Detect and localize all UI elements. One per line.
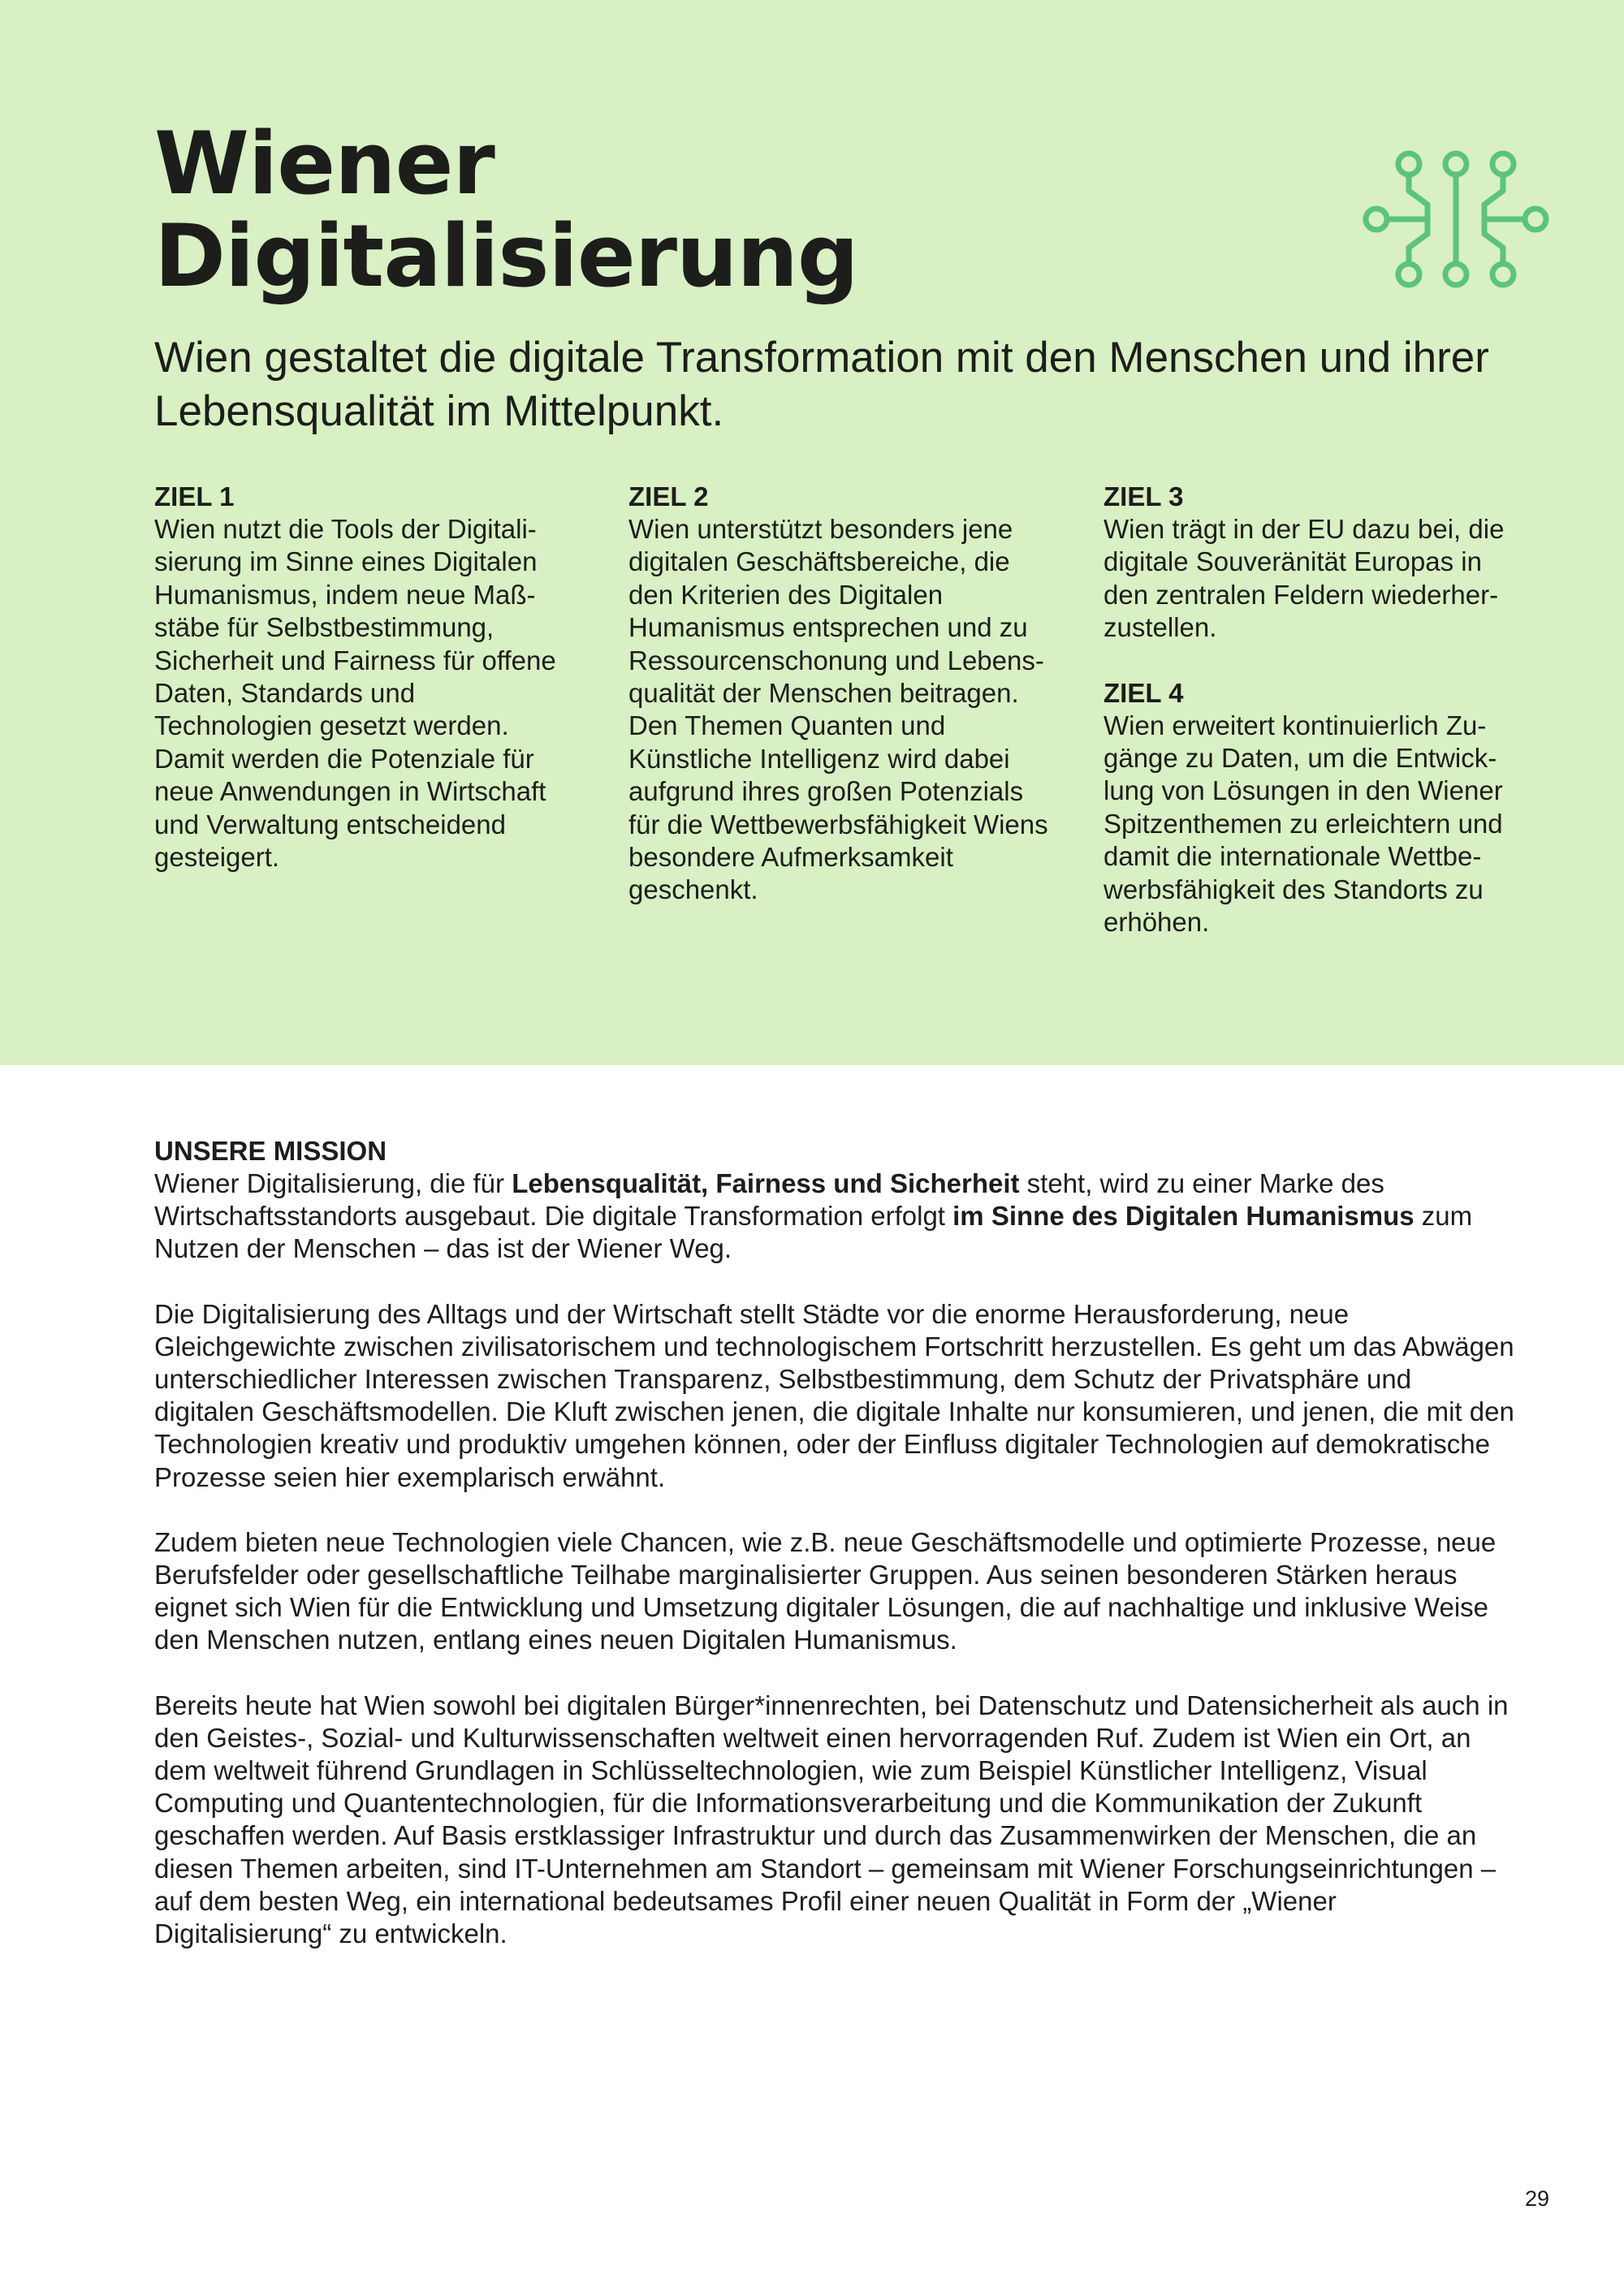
title-line-2: Digitalisierung [154, 206, 858, 306]
goals-column-1 [154, 481, 577, 906]
goal-heading: ZIEL 3 [1104, 481, 1184, 511]
mission-p1-bold-b: Lebensqualität, Fairness und Sicherheit [512, 1168, 1020, 1198]
goals-column-3 [1104, 481, 1526, 971]
page-number: 29 [1524, 2186, 1549, 2211]
goal-heading: ZIEL 1 [154, 481, 235, 511]
mission-p1-text-e: zum Nutzen der Menschen – das ist der Wiener Weg. [154, 1201, 1473, 1264]
goal-2 [628, 481, 1051, 907]
goal-text: Wien nutzt die Tools der Digitalisierung im Sinne eines Digitalen Humanismus, indem neue Maßstäbe für Selbstbestimmung, Sicherheit und Fairness für offene Daten, Standards und Technologien gesetzt werden. Damit werden die Potenziale für neue Anwendungen in Wirtschaft und Verwaltung entscheidend gesteigert. [154, 514, 556, 873]
mission-paragraph-3: Zudem bieten neue Technologien viele Chancen, wie z.B. neue Geschäftsmodelle und optimierte Prozesse, neue Berufsfelder oder gesellschaftliche Teilhabe marginalisierter Gruppen. Aus seinen besonderen Stärken heraus eignet sich Wien für die Entwicklung und Umsetzung digitaler Lösungen, die auf nachhaltige und inklusive Weise den Menschen nutzen, entlang eines neuen Digitalen Humanismus. [154, 1526, 1497, 1655]
mission-section [154, 1135, 1518, 1983]
mission-paragraph-2: Die Digitalisierung des Alltags und der Wirtschaft stellt Städte vor die enorme Herausforderung, neue Gleichgewichte zwischen zivilisatorischem und technologischem Fortschritt herzustellen. Es geht um das Abwägen unterschiedlicher Interessen zwischen Transparenz, Selbstbestimmung, dem Schutz der Privatsphäre und digitalen Geschäftsmodellen. Die Kluft zwischen jenen, die digitale Inhalte nur konsumieren, und jenen, die mit den Technologien kreativ und produktiv umgehen können, oder der Einfluss digitaler Technologien auf demokratische Prozesse seien hier exemplarisch erwähnt. [154, 1298, 1514, 1492]
mission-heading: UNSERE MISSION [154, 1136, 387, 1166]
goal-1 [154, 481, 577, 874]
goal-text: Wien trägt in der EU dazu bei, die digitale Souveränität Europas in den zentralen Feldern wiederherzustellen. [1104, 514, 1505, 643]
goal-heading: ZIEL 2 [628, 481, 709, 511]
mission-p1-bold-d: im Sinne des Digitalen Humanismus [952, 1201, 1415, 1232]
mission-paragraph-1 [154, 1167, 1518, 1266]
goal-text: Wien unterstützt besonders jene digitalen Geschäftsbereiche, die den Kriterien des Digitalen Humanismus entsprechen und zu Ressourcenschonung und Lebensqualität der Menschen beitragen. Den Themen Quanten und Künstliche Intelligenz wird dabei aufgrund ihres großen Potenzials für die Wettbewerbsfähigkeit Wiens besondere Aufmerksamkeit geschenkt. [628, 514, 1048, 905]
mission-p1-text-a: Wiener Digitalisierung, die für [154, 1168, 512, 1198]
mission-p1-text-c: steht, wird zu einer Marke des Wirtschaftsstandorts ausgebaut. Die digitale Transformation erfolgt [154, 1168, 1384, 1232]
goal-text: Wien erweitert kontinuierlich Zugänge zu Daten, um die Entwicklung von Lösungen in den Wiener Spitzenthemen zu erleichtern und damit die internationale Wettbewerbsfähigkeit des Standorts zu erhöhen. [1104, 710, 1503, 938]
page-title [154, 114, 858, 306]
goal-heading: ZIEL 4 [1104, 677, 1184, 708]
subtitle: Wien gestaltet die digitale Transformation mit den Menschen und ihrer Lebensqualität im Mittelpunkt. [154, 334, 1489, 435]
goals-column-2 [628, 481, 1051, 939]
circuit-icon [1363, 146, 1549, 292]
mission-paragraph-4: Bereits heute hat Wien sowohl bei digitalen Bürger*innenrechten, bei Datenschutz und Datensicherheit als auch in den Geistes-, Sozial- und Kulturwissenschaften weltweit einen hervorragenden Ruf. Zudem ist Wien ein Ort, an dem weltweit führend Grundlagen in Schlüsseltechnologien, wie zum Beispiel Künstlicher Intelligenz, Visual Computing und Quantentechnologien, für die Informationsverarbeitung und die Kommunikation der Zukunft geschaffen werden. Auf Basis erstklassiger Infrastruktur und durch das Zusammenwirken der Menschen, die an diesen Themen arbeiten, sind IT-Unternehmen am Standort – gemeinsam mit Wiener Forschungseinrichtungen – auf dem besten Weg, ein international bedeutsames Profil einer neuen Qualität in Form der „Wiener Digitalisierung“ zu entwickeln. [154, 1690, 1509, 1949]
title-line-1: Wiener [154, 114, 495, 214]
goal-4 [1104, 677, 1526, 939]
goal-3 [1104, 481, 1526, 645]
